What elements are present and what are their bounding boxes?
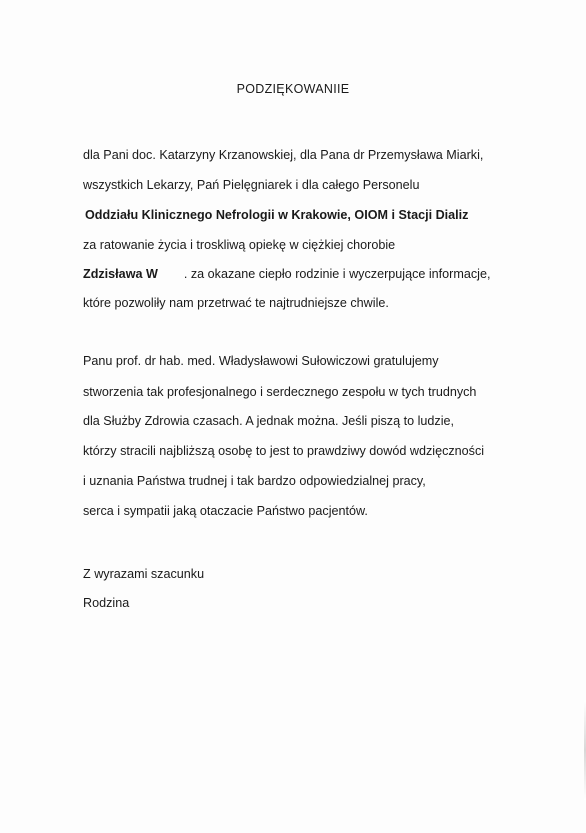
paragraph2-line-2: stworzenia tak profesjonalnego i serdecznego zespołu w tych trudnych xyxy=(83,385,477,399)
paragraph2-line-4: którzy stracili najbliższą osobę to jest to prawdziwy dowód wdzięczności xyxy=(83,444,485,458)
paragraph2-line-1: Panu prof. dr hab. med. Władysławowi Sułowiczowi gratulujemy xyxy=(83,354,439,368)
paragraph1-line-4: za ratowanie życia i troskliwą opiekę w ciężkiej chorobie xyxy=(83,238,396,252)
paragraph1-name-line xyxy=(83,266,490,282)
paragraph2-line-6: serca i sympatii jaką otaczacie Państwo pacjentów. xyxy=(83,504,368,518)
paragraph1-line-end: które pozwoliły nam przetrwać te najtrudniejsze chwile. xyxy=(83,296,389,310)
paragraph1-line-2: wszystkich Lekarzy, Pań Pielęgniarek i dla całego Personelu xyxy=(83,178,420,192)
name-line-rest: . za okazane ciepło rodzinie i wyczerpujące informacje, xyxy=(183,267,491,281)
letter-title: PODZIĘKOWANIIE xyxy=(236,82,350,96)
paragraph2-line-3: dla Służby Zdrowia czasach. A jednak można. Jeśli piszą to ludzie, xyxy=(83,414,455,428)
paragraph1-line-1: dla Pani doc. Katarzyny Krzanowskiej, dla Pana dr Przemysława Miarki, xyxy=(83,148,484,162)
patient-name: Zdzisława W xyxy=(83,267,158,281)
closing-signature: Rodzina xyxy=(83,596,130,610)
paragraph1-line-3-department: Oddziału Klinicznego Nefrologii w Krakowie, OIOM i Stacji Dializ xyxy=(85,208,469,222)
paragraph2-line-5: i uznania Państwa trudnej i tak bardzo odpowiedzialnej pracy, xyxy=(83,474,426,488)
closing-regards: Z wyrazami szacunku xyxy=(83,567,205,581)
